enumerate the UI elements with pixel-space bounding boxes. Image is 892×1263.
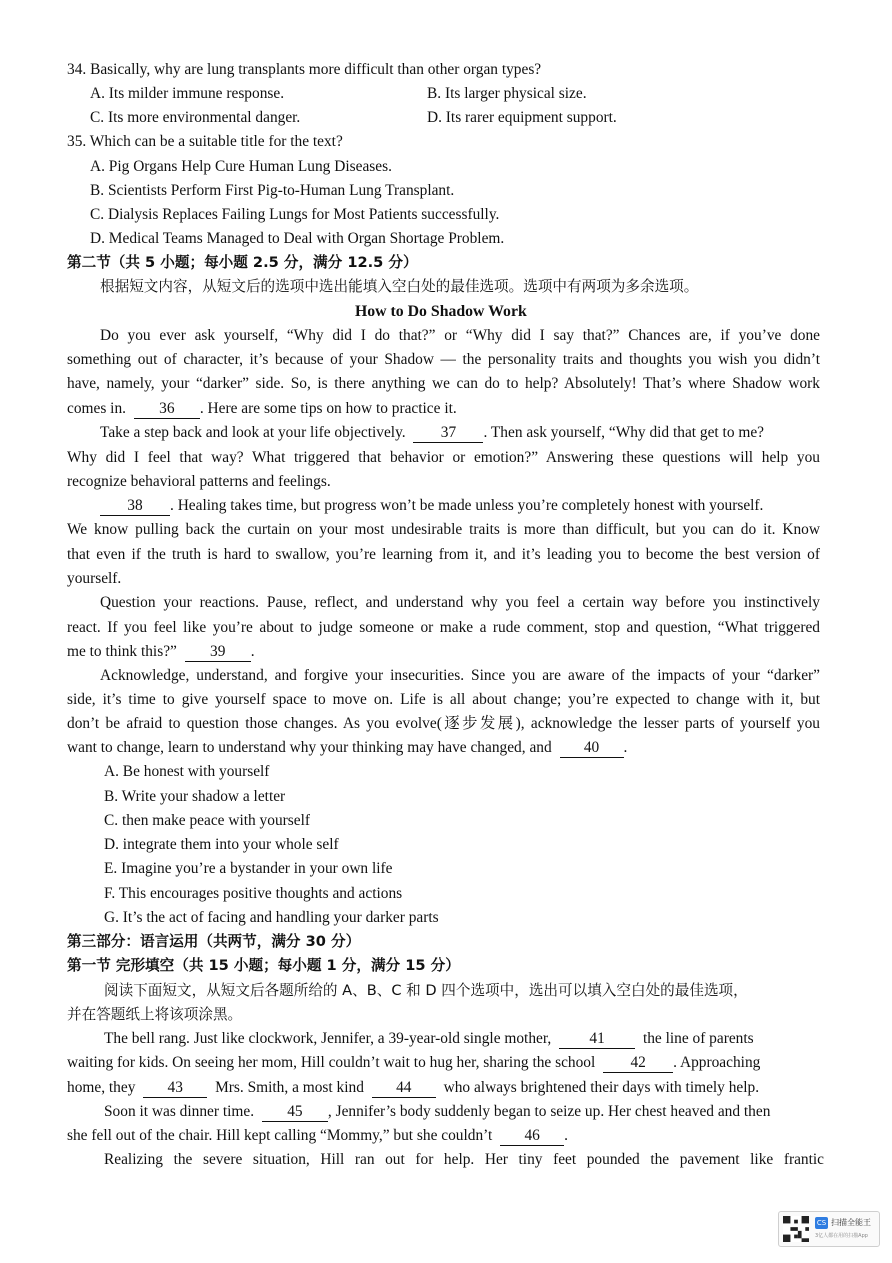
section2-header: 第二节（共 5 小题；每小题 2.5 分，满分 12.5 分） [67, 254, 418, 271]
cloze-text: The bell rang. Just like clockwork, Jennifer, a 39-year-old single mother, [104, 1030, 552, 1047]
q35-option-b: B. Scientists Perform First Pig-to-Human Lung Transplant. [90, 182, 455, 199]
option-a: A. Be honest with yourself [104, 763, 270, 780]
p2-text-a: Take a step back and look at your life objectively. [100, 424, 406, 441]
cloze-p1-line2 [67, 1053, 760, 1073]
passage-title: How to Do Shadow Work [355, 303, 527, 320]
cloze-p2-line1 [104, 1102, 770, 1122]
scanner-watermark [778, 1211, 880, 1247]
blank-42: 42 [603, 1054, 673, 1073]
cloze-text: the line of parents [642, 1030, 754, 1047]
p5-text-a: want to change, learn to understand why your thinking may have changed, and [67, 739, 552, 756]
cloze-p1-line3 [67, 1078, 759, 1098]
scanner-tagline: 3亿人都在用的扫描App [815, 1233, 868, 1239]
q35-option-d: D. Medical Teams Managed to Deal with Organ Shortage Problem. [90, 230, 505, 247]
p1-line3: have, namely, your “darker” side. So, is there anything we can do to help? Absolutely! That’s where Shadow work [67, 375, 820, 392]
q35-stem: 35. Which can be a suitable title for the text? [67, 133, 343, 150]
p1-line2: something out of character, it’s because of your Shadow — the personality traits and thoughts you wish you didn’t [67, 351, 820, 368]
p5-line3: don’t be afraid to question those changes. As you evolve(逐步发展), acknowledge the lesser parts of yourself you [67, 715, 820, 732]
p3-text-b: . Healing takes time, but progress won’t be made unless you’re completely honest with yourself. [170, 497, 764, 514]
option-e: E. Imagine you’re a bystander in your own life [104, 860, 393, 877]
blank-39: 39 [185, 643, 251, 662]
q35-option-a: A. Pig Organs Help Cure Human Lung Diseases. [90, 158, 392, 175]
p1-text-a: comes in. [67, 400, 126, 417]
q34-option-c: C. Its more environmental danger. [90, 109, 301, 126]
q34-option-d: D. Its rarer equipment support. [427, 109, 617, 126]
cloze-text: home, they [67, 1079, 136, 1096]
qr-code-icon [783, 1216, 809, 1242]
p2-line3: recognize behavioral patterns and feelings. [67, 473, 331, 490]
cloze-text: , Jennifer’s body suddenly began to seize up. Her chest heaved and then [327, 1103, 771, 1120]
part3-instruction-line1: 阅读下面短文，从短文后各题所给的 A、B、C 和 D 四个选项中，选出可以填入空白处的最佳选项， [104, 982, 748, 999]
cloze-text: she fell out of the chair. Hill kept calling “Mommy,” but she couldn’t [67, 1127, 493, 1144]
p2-text-b: . Then ask yourself, “Why did that get to me? [483, 424, 765, 441]
p5-line1: Acknowledge, understand, and forgive your insecurities. Since you are aware of the impacts of your “darker” [100, 667, 820, 684]
p3-line1 [100, 496, 763, 516]
p5-line4 [67, 738, 627, 758]
part3-section1-header: 第一节 完形填空（共 15 小题；每小题 1 分，满分 15 分） [67, 957, 460, 974]
blank-37: 37 [413, 424, 483, 443]
p4-text-a: me to think this?” [67, 643, 177, 660]
cloze-text: Soon it was dinner time. [104, 1103, 255, 1120]
part3-header: 第三部分：语言运用（共两节，满分 30 分） [67, 933, 361, 950]
blank-38: 38 [100, 497, 170, 516]
p3-line2: We know pulling back the curtain on your most undesirable traits is more than difficult, but you can do it. Know [67, 521, 820, 538]
blank-46: 46 [500, 1127, 564, 1146]
blank-41: 41 [559, 1030, 635, 1049]
q34-option-b: B. Its larger physical size. [427, 85, 587, 102]
q35-option-c: C. Dialysis Replaces Failing Lungs for Most Patients successfully. [90, 206, 500, 223]
cloze-text: waiting for kids. On seeing her mom, Hill couldn’t wait to hug her, sharing the school [67, 1054, 596, 1071]
p4-line1: Question your reactions. Pause, reflect, and understand why you feel a certain way before you instinctively [100, 594, 820, 611]
p2-line1 [100, 423, 764, 443]
p5-text-b: . [623, 739, 628, 756]
cloze-p3-line1: Realizing the severe situation, Hill ran out for help. Her tiny feet pounded the pavement like frantic [104, 1151, 824, 1168]
blank-44: 44 [372, 1079, 436, 1098]
p5-line2: side, it’s time to give yourself space to move on. Life is all about change; you’re expected to change with it, but [67, 691, 820, 708]
cloze-p1-line1 [104, 1029, 754, 1049]
option-b: B. Write your shadow a letter [104, 788, 286, 805]
option-d: D. integrate them into your whole self [104, 836, 339, 853]
option-g: G. It’s the act of facing and handling your darker parts [104, 909, 439, 926]
q34-option-a: A. Its milder immune response. [90, 85, 285, 102]
section2-instruction: 根据短文内容，从短文后的选项中选出能填入空白处的最佳选项。选项中有两项为多余选项。 [100, 278, 699, 295]
scanner-app-name: 扫描全能王 [831, 1218, 871, 1227]
cloze-text: Mrs. Smith, a most kind [215, 1079, 364, 1096]
option-f: F. This encourages positive thoughts and actions [104, 885, 403, 902]
option-c: C. then make peace with yourself [104, 812, 310, 829]
blank-40: 40 [560, 739, 624, 758]
p3-line3: that even if the truth is hard to swallow, you’re learning from it, and it’s leading you to become the best version of [67, 546, 820, 563]
cloze-text: . Approaching [673, 1054, 761, 1071]
p4-line2: react. If you feel like you’re about to judge someone or make a rude comment, stop and question, “What triggered [67, 619, 820, 636]
p4-line3 [67, 642, 255, 662]
blank-36: 36 [134, 400, 200, 419]
part3-instruction-line2: 并在答题纸上将该项涂黑。 [67, 1006, 243, 1023]
cloze-p2-line2 [67, 1126, 568, 1146]
camscanner-logo-icon: CS [816, 1219, 827, 1227]
q34-stem: 34. Basically, why are lung transplants more difficult than other organ types? [67, 61, 542, 78]
cloze-text: . [564, 1127, 569, 1144]
p4-text-b: . [250, 643, 255, 660]
p1-line4 [67, 399, 457, 419]
p2-line2: Why did I feel that way? What triggered that behavior or emotion?” Answering these questions will help you [67, 449, 820, 466]
p1-text-b: . Here are some tips on how to practice it. [199, 400, 457, 417]
p1-line1: Do you ever ask yourself, “Why did I do that?” or “Why did I say that?” Chances are, if you’ve done [100, 327, 820, 344]
blank-45: 45 [262, 1103, 328, 1122]
blank-43: 43 [143, 1079, 207, 1098]
cloze-text: who always brightened their days with timely help. [443, 1079, 760, 1096]
p3-line4: yourself. [67, 570, 122, 587]
